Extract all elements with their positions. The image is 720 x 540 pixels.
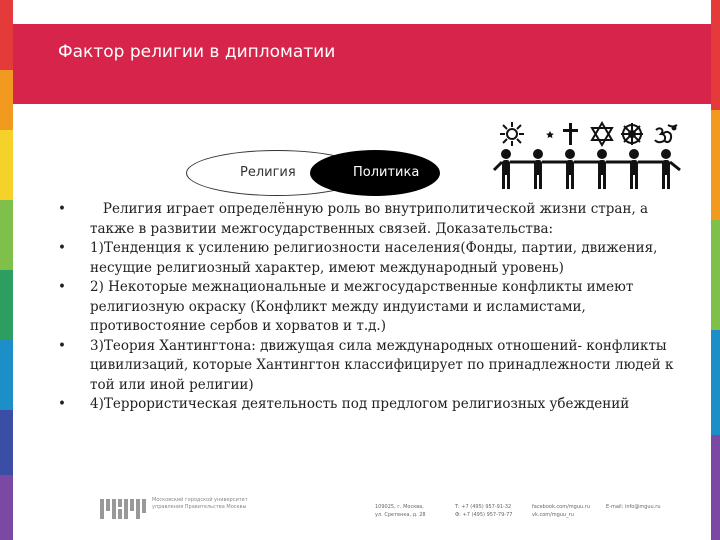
address-line: 109025, г. Москва, — [375, 504, 424, 510]
crescent-star-icon — [536, 124, 554, 144]
left-bar-segment — [0, 340, 13, 410]
slide-title: Фактор религии в дипломатии — [58, 42, 336, 62]
email — [606, 503, 661, 511]
star-of-david-icon — [592, 123, 612, 145]
bullet-marker: • — [58, 201, 66, 217]
bullet-text: 4)Террористическая деятельность под предлогом религиозных убеждений — [90, 396, 630, 412]
religion-label: Религия — [240, 165, 296, 180]
phone-line: Т: +7 (495) 957-91-32 — [455, 504, 512, 510]
list-item — [58, 278, 688, 337]
religious-symbols — [498, 120, 690, 148]
list-item — [58, 395, 688, 415]
right-bar-segment — [711, 330, 720, 435]
om-icon — [655, 125, 677, 142]
vk-link[interactable]: vk.com/mguu_ru — [532, 512, 574, 518]
people-holding-hands-illustration — [492, 148, 692, 192]
social-links — [532, 503, 590, 519]
right-bar-segment — [711, 110, 720, 220]
address — [375, 503, 426, 519]
bullet-marker: • — [58, 337, 66, 354]
left-bar-segment — [0, 0, 13, 70]
left-bar-segment — [0, 70, 13, 130]
list-item — [58, 337, 688, 396]
footer — [100, 495, 700, 530]
bullet-marker: • — [58, 279, 66, 295]
left-bar-segment — [0, 130, 13, 200]
dharma-wheel-icon — [621, 123, 643, 145]
left-bar-segment — [0, 270, 13, 340]
bullet-text: 2) Некоторые межнациональные и межгосударственные конфликты имеют религиозную окраску (Конфликт между индуистами и исламистами, противостояние сербов и хорватов и т.д.) — [90, 279, 634, 334]
right-color-bars — [711, 0, 720, 540]
bullet-marker: • — [58, 240, 66, 256]
religion-politics-diagram — [186, 150, 446, 196]
cross-icon — [563, 123, 578, 145]
right-bar-segment — [711, 220, 720, 330]
fax-line: Ф: +7 (495) 957-79-77 — [455, 512, 513, 518]
left-bar-segment — [0, 200, 13, 270]
bullet-text: 1)Тенденция к усилению религиозности населения(Фонды, партии, движения, несущие религиозный характер, имеют международный уровень) — [90, 240, 658, 276]
bullet-text: 3)Теория Хантингтона: движущая сила международных отношений- конфликты цивилизаций, которые Хантингтон классифицирует по принадлежности людей к той или иной религии) — [90, 337, 674, 393]
address-line: ул. Сретенка, д. 28 — [375, 512, 426, 518]
bullet-list — [58, 200, 688, 415]
right-bar-segment — [711, 0, 720, 110]
politics-label: Политика — [353, 165, 420, 180]
bullet-text: Религия играет определённую роль во внутриполитической жизни стран, а также в развитии межгосударственных связей. Доказательства: — [90, 201, 653, 237]
right-bar-segment — [711, 435, 720, 540]
phones — [455, 503, 512, 519]
list-item — [58, 239, 688, 278]
slide-header — [13, 24, 711, 104]
left-color-bars — [0, 0, 13, 540]
university-logo — [100, 497, 146, 521]
email-link[interactable]: E-mail: info@mguu.ru — [606, 504, 661, 510]
left-bar-segment — [0, 410, 13, 475]
facebook-link[interactable]: facebook.com/mguu.ru — [532, 504, 590, 510]
university-name: Московский городской университет управления Правительства Москвы — [152, 497, 248, 510]
list-item — [58, 200, 688, 239]
left-bar-segment — [0, 475, 13, 540]
bullet-marker: • — [58, 396, 66, 412]
sun-icon — [500, 122, 524, 146]
